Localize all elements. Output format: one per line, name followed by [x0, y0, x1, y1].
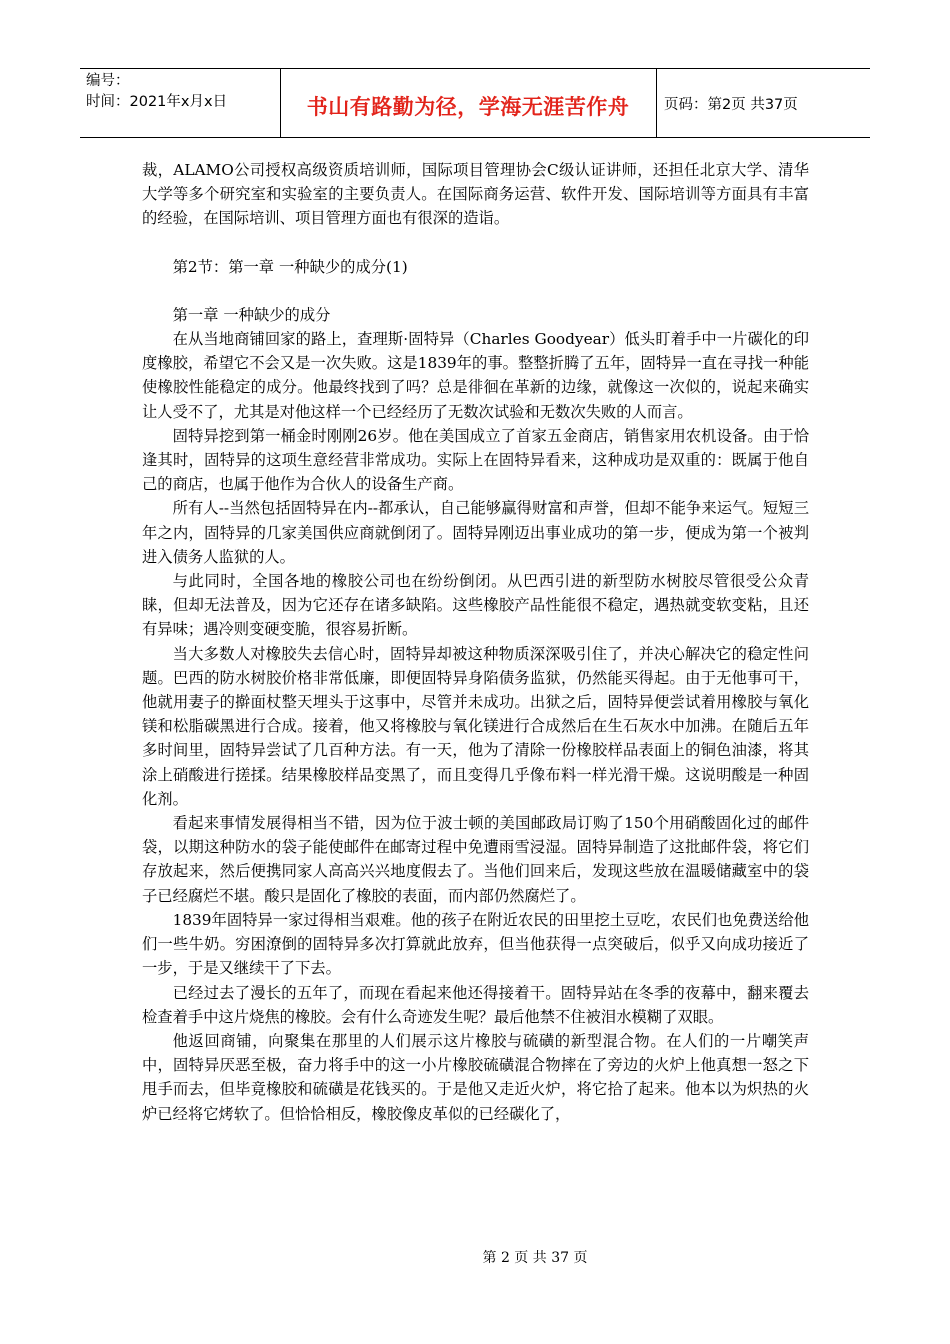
header-meta — [86, 71, 276, 113]
header-divider — [656, 69, 657, 137]
body-paragraph: 所有人--当然包括固特异在内--都承认，自己能够赢得财富和声誉，但却不能争来运气。短短三年之内，固特异的几家美国供应商就倒闭了。固特异刚迈出事业成功的第一步，便成为第一个被判进入债务人监狱的人。 — [142, 499, 809, 566]
body-paragraph: 在从当地商铺回家的路上，查理斯·固特异（Charles Goodyear）低头盯着手中一片碳化的印度橡胶，希望它不会又是一次失败。这是1839年的事。整整折腾了五年，固特异一直在寻找一种能使橡胶性能稳定的成分。他最终找到了吗？总是徘徊在革新的边缘，就像这一次似的，说起来确实让人受不了，尤其是对他这样一个已经经历了无数次试验和无数次失败的人而言。 — [142, 330, 809, 421]
header-page-info: 页码：第2页 共37页 — [664, 97, 798, 113]
page-footer: 第 2 页 共 37 页 — [482, 1250, 588, 1266]
body-paragraph: 1839年固特异一家过得相当艰难。他的孩子在附近农民的田里挖土豆吃，农民们也免费送给他们一些牛奶。穷困潦倒的固特异多次打算就此放弃，但当他获得一点突破后，似乎又向成功接近了一步，于是又继续干了下去。 — [142, 910, 809, 978]
body-paragraph: 看起来事情发展得相当不错，因为位于波士顿的美国邮政局订购了150个用硝酸固化过的邮件袋，以期这种防水的袋子能使邮件在邮寄过程中免遭雨雪浸湿。固特异制造了这批邮件袋，将它们存放起来，然后便携同家人高高兴兴地度假去了。当他们回来后，发现这些放在温暖储藏室中的袋子已经腐烂不堪。酸只是固化了橡胶的表面，而内部仍然腐烂了。 — [142, 814, 809, 905]
body-paragraph: 固特异挖到第一桶金时刚刚26岁。他在美国成立了首家五金商店，销售家用农机设备。由于恰逢其时，固特异的这项生意经营非常成功。实际上在固特异看来，这种成功是双重的：既属于他自己的商店，也属于他作为合伙人的设备生产商。 — [142, 426, 809, 494]
body-paragraph: 当大多数人对橡胶失去信心时，固特异却被这种物质深深吸引住了，并决心解决它的稳定性问题。巴西的防水树胶价格非常低廉，即便固特异身陷债务监狱，仍然能买得起。由于无他事可干，他就用妻子的擀面杖整天埋头于这事中，尽管并未成功。出狱之后，固特异便尝试着用橡胶与氧化镁和松脂碳黑进行合成。接着，他又将橡胶与氧化镁进行合成然后在生石灰水中加沸。在随后五年多时间里，固特异尝试了几百种方法。有一天，他为了清除一份橡胶样品表面上的铜色油漆，将其涂上硝酸进行搓揉。结果橡胶样品变黑了，而且变得几乎像布料一样光滑干燥。这说明酸是一种固化剂。 — [142, 644, 809, 808]
document-body — [142, 158, 809, 1126]
section-title: 第2节：第一章 一种缺少的成分(1) — [172, 257, 408, 276]
body-paragraph: 他返回商铺，向聚集在那里的人们展示这片橡胶与硫磺的新型混合物。在人们的一片嘲笑声中，固特异厌恶至极，奋力将手中的这一小片橡胶硫磺混合物摔在了旁边的火炉上他真想一怒之下甩手而去，但毕竟橡胶和硫磺是花钱买的。于是他又走近火炉，将它拾了起来。他本以为炽热的火炉已经将它烤软了。但恰恰相反，橡胶像皮革似的已经碳化了， — [142, 1031, 809, 1123]
document-header — [80, 68, 870, 138]
number-label: 编号： — [86, 73, 130, 89]
body-paragraph: 与此同时，全国各地的橡胶公司也在纷纷倒闭。从巴西引进的新型防水树胶尽管很受公众青睐，但却无法普及，因为它还存在诸多缺陷。这些橡胶产品性能很不稳定，遇热就变软变粘，且还有异味；遇冷则变硬变脆，很容易折断。 — [142, 572, 809, 639]
header-divider — [280, 69, 281, 137]
header-motto: 书山有路勤为径，学海无涯苦作舟 — [306, 95, 630, 119]
chapter-title: 第一章 一种缺少的成分 — [172, 305, 331, 324]
time-label: 时间：2021年x月x日 — [86, 94, 228, 110]
body-paragraph: 已经过去了漫长的五年了，而现在看起来他还得接着干。固特异站在冬季的夜幕中，翻来覆去检查着手中这片烧焦的橡胶。会有什么奇迹发生呢？最后他禁不住被泪水模糊了双眼。 — [142, 983, 809, 1026]
intro-paragraph: 裁，ALAMO公司授权高级资质培训师，国际项目管理协会C级认证讲师，还担任北京大学、清华大学等多个研究室和实验室的主要负责人。在国际商务运营、软件开发、国际培训等方面具有丰富的经验，在国际培训、项目管理方面也有很深的造诣。 — [142, 161, 809, 228]
